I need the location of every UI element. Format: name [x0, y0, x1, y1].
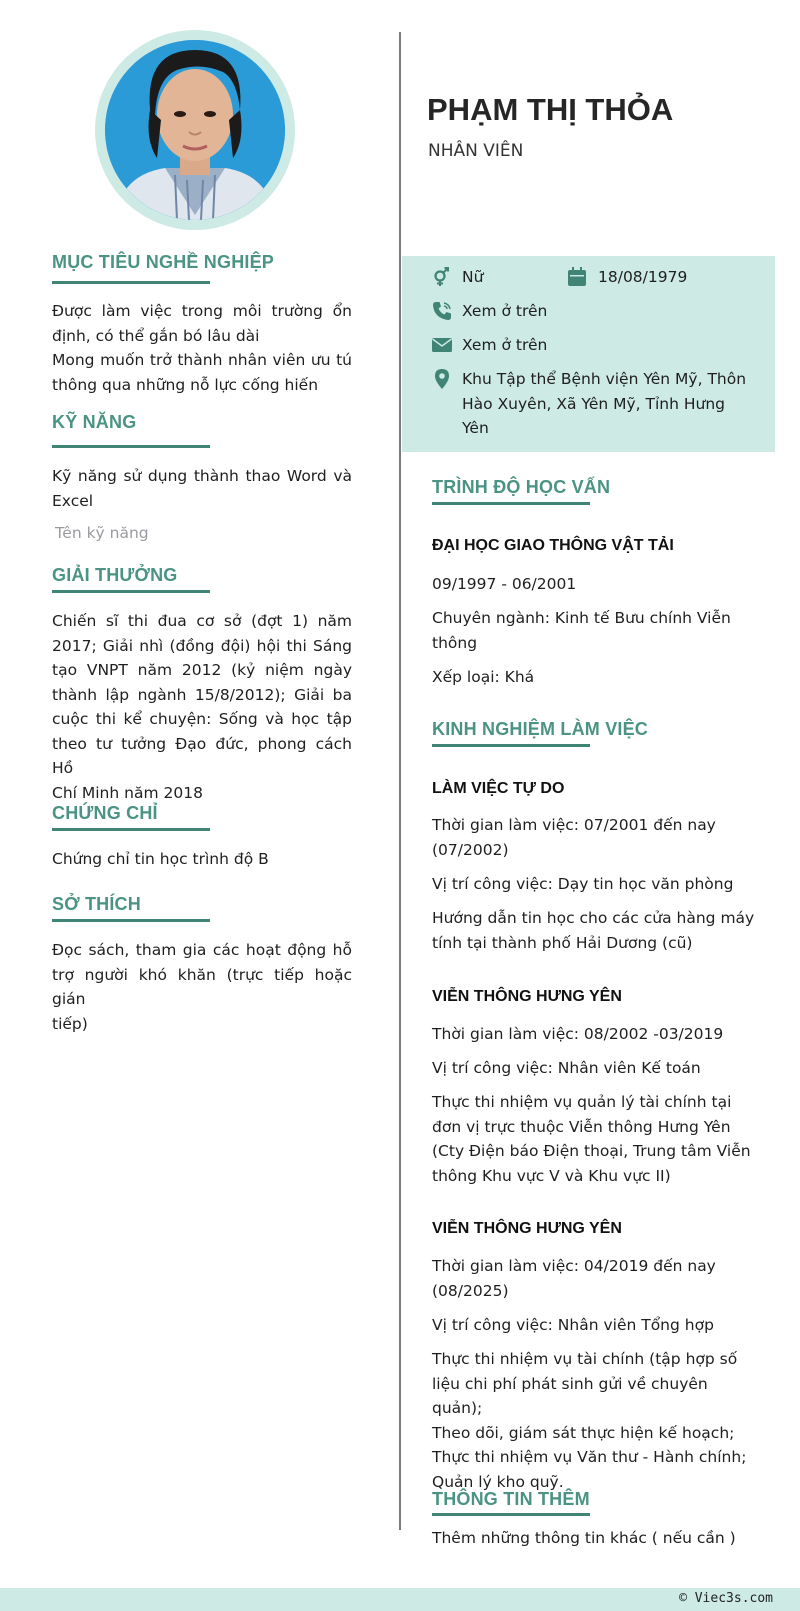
awards-text: Chiến sĩ thi đua cơ sở (đợt 1) năm 2017; Giải nhì (đồng đội) hội thi Sáng tạo VNPT năm 2012 (kỷ niệm ngày thành lập ngành 15/8/2012); Giải ba cuộc thi kể chuyện: Sống và học tập theo tư tưởng Đạo đức, phong cách Hồ Chí Minh năm 2018: [52, 612, 352, 802]
candidate-name: PHẠM THỊ THỎA: [427, 92, 674, 127]
footer-watermark: © Viec3s.com: [679, 1591, 773, 1606]
section-title-skills: KỸ NĂNG: [52, 412, 137, 432]
section-title-education: TRÌNH ĐỘ HỌC VẤN: [432, 477, 611, 497]
column-divider: [399, 32, 401, 1530]
section-title-awards: GIẢI THƯỞNG: [52, 565, 178, 585]
section-underline: [52, 590, 210, 593]
phone-icon: [432, 301, 452, 321]
extra-info-text: Thêm những thông tin khác ( nếu cần ): [432, 1529, 736, 1547]
job-description: Thực thi nhiệm vụ quản lý tài chính tại đơn vị trực thuộc Viễn thông Hưng Yên (Cty Điện báo Điện thoại, Trung tâm Viễn thông Khu vực V và Khu vực II): [432, 1093, 751, 1185]
section-title-certificates: CHỨNG CHỈ: [52, 803, 158, 823]
section-underline: [52, 445, 210, 448]
gender-value: Nữ: [462, 268, 484, 286]
avatar-photo: [105, 40, 285, 220]
certificates-text: Chứng chỉ tin học trình độ B: [52, 850, 269, 868]
candidate-role: NHÂN VIÊN: [428, 141, 524, 161]
section-title-experience: KINH NGHIỆM LÀM VIỆC: [432, 719, 649, 739]
contact-panel: [402, 256, 775, 452]
location-icon: [432, 369, 452, 389]
section-underline: [432, 1513, 590, 1516]
education-grade: Xếp loại: Khá: [432, 668, 535, 686]
calendar-icon: [567, 267, 587, 287]
job-company: LÀM VIỆC TỰ DO: [432, 780, 565, 797]
address-value: Khu Tập thể Bệnh viện Yên Mỹ, Thôn Hào Xuyên, Xã Yên Mỹ, Tỉnh Hưng Yên: [462, 370, 747, 437]
job-company: VIỄN THÔNG HƯNG YÊN: [432, 1220, 622, 1237]
section-underline: [52, 919, 210, 922]
section-underline: [52, 281, 210, 284]
section-underline: [432, 744, 590, 747]
job-position: Vị trí công việc: Nhân viên Kế toán: [432, 1059, 701, 1077]
objective-text: Được làm việc trong môi trường ổn định, có thể gắn bó lâu dài Mong muốn trở thành nhân viên ưu tú thông qua những nỗ lực cống hiến: [52, 302, 352, 394]
job-description: Thực thi nhiệm vụ tài chính (tập hợp số liệu chi phí phát sinh gửi về chuyên quản); Theo dõi, giám sát thực hiện kế hoạch; Thực thi nhiệm vụ Văn thư - Hành chính; Quản lý kho quỹ.: [432, 1350, 747, 1491]
job-time: Thời gian làm việc: 08/2002 -03/2019: [432, 1025, 724, 1043]
avatar-ring: [95, 30, 295, 230]
section-title-objective: MỤC TIÊU NGHỀ NGHIỆP: [52, 252, 275, 272]
job-description: Hướng dẫn tin học cho các cửa hàng máy tính tại thành phố Hải Dương (cũ): [432, 909, 755, 952]
gender-icon: [432, 267, 452, 287]
section-title-extra: THÔNG TIN THÊM: [432, 1489, 590, 1509]
education-major: Chuyên ngành: Kinh tế Bưu chính Viễn thông: [432, 609, 731, 652]
email-value[interactable]: Xem ở trên: [462, 336, 548, 354]
job-time: Thời gian làm việc: 07/2001 đến nay (07/2002): [432, 816, 716, 859]
avatar: [105, 40, 285, 220]
education-period: 09/1997 - 06/2001: [432, 575, 577, 593]
footer-bar: [0, 1588, 800, 1611]
education-school: ĐẠI HỌC GIAO THÔNG VẬT TẢI: [432, 537, 674, 554]
job-position: Vị trí công việc: Nhân viên Tổng hợp: [432, 1316, 714, 1334]
job-company: VIỄN THÔNG HƯNG YÊN: [432, 988, 622, 1005]
section-title-hobbies: SỞ THÍCH: [52, 894, 141, 914]
section-underline: [52, 828, 210, 831]
email-icon: [432, 335, 452, 355]
skill-name-placeholder[interactable]: Tên kỹ năng: [55, 524, 149, 542]
phone-value[interactable]: Xem ở trên: [462, 302, 548, 320]
birthdate-value: 18/08/1979: [598, 268, 688, 286]
job-position: Vị trí công việc: Dạy tin học văn phòng: [432, 875, 734, 893]
job-time: Thời gian làm việc: 04/2019 đến nay (08/2025): [432, 1257, 716, 1300]
section-underline: [432, 502, 590, 505]
skills-text: Kỹ năng sử dụng thành thao Word và Excel: [52, 467, 352, 510]
hobbies-text: Đọc sách, tham gia các hoạt động hỗ trợ người khó khăn (trực tiếp hoặc gián tiếp): [52, 941, 352, 1033]
